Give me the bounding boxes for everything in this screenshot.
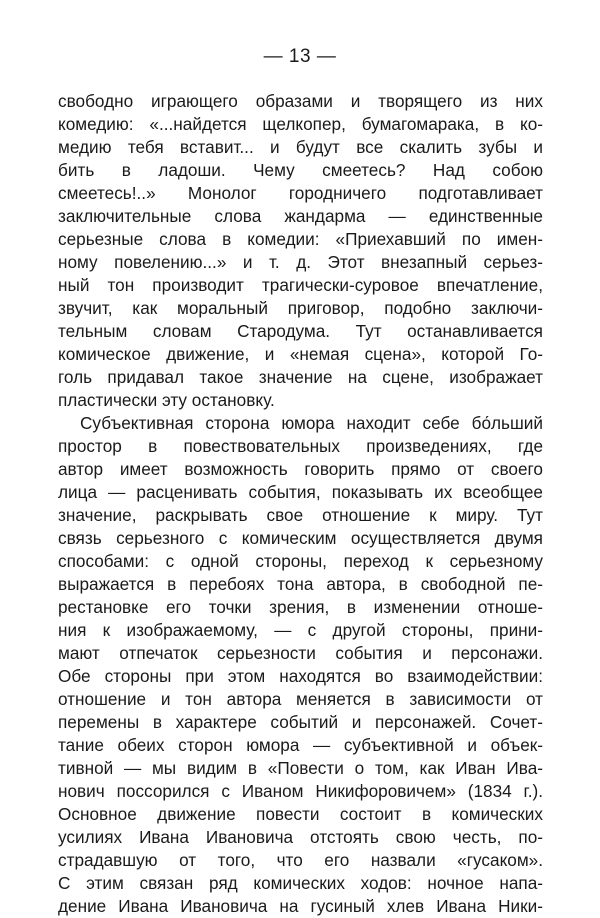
text-line: выражается в перебоях тона автора, в свободной пе- bbox=[58, 574, 543, 594]
page-number: — 13 — bbox=[263, 46, 337, 67]
text-line: тание обеих сторон юмора — субъективной и объек- bbox=[58, 735, 543, 755]
text-line: Основное движение повести состоит в комических bbox=[58, 804, 543, 824]
text-line: мают отпечаток серьезности события и персонажи. bbox=[58, 643, 543, 663]
text-line: страдавшую от того, что его назвали «гусаком». bbox=[58, 850, 543, 870]
text-line: ный тон производит трагически-суровое впечатление, bbox=[58, 275, 543, 295]
text-line: бить в ладоши. Чему смеетесь? Над собою bbox=[58, 160, 543, 180]
text-line: смеетесь!..» Монолог городничего подготавливает bbox=[58, 183, 543, 203]
text-line: способами: с одной стороны, переход к серьезному bbox=[58, 551, 543, 571]
text-line: тельным словам Стародума. Тут останавливается bbox=[58, 321, 543, 341]
text-line: свободно играющего образами и творящего из них bbox=[58, 91, 543, 111]
text-line: ному повелению...» и т. д. Этот внезапный серьез- bbox=[58, 252, 543, 272]
body-text bbox=[58, 90, 543, 918]
text-line: усилиях Ивана Ивановича отстоять свою честь, по- bbox=[58, 827, 543, 847]
text-line: комическое движение, и «немая сцена», которой Го- bbox=[58, 344, 543, 364]
text-line: дение Ивана Ивановича на гусиный хлев Ивана Ники- bbox=[58, 896, 543, 916]
text-line: тивной — мы видим в «Повести о том, как Иван Ива- bbox=[58, 758, 543, 778]
text-line: связь серьезного с комическим осуществляется двумя bbox=[58, 528, 543, 548]
text-line: медию тебя вставит... и будут все скалить зубы и bbox=[58, 137, 543, 157]
text-line: рестановке его точки зрения, в изменении отноше- bbox=[58, 597, 543, 617]
text-line: заключительные слова жандарма — единственные bbox=[58, 206, 543, 226]
text-line: звучит, как моральный приговор, подобно заключи- bbox=[58, 298, 543, 318]
text-line-paragraph-start: Субъективная сторона юмора находит себе бо́льший bbox=[80, 413, 543, 433]
text-line: автор имеет возможность говорить прямо от своего bbox=[58, 459, 543, 479]
text-line: перемены в характере событий и персонажей. Сочет- bbox=[58, 712, 543, 732]
text-line: голь придавал такое значение на сцене, изображает bbox=[58, 367, 543, 387]
text-line: комедию: «...найдется щелкопер, бумагомарака, в ко- bbox=[58, 114, 543, 134]
text-line: С этим связан ряд комических ходов: ночное напа- bbox=[58, 873, 543, 893]
text-line: ния к изображаемому, — с другой стороны, прини- bbox=[58, 620, 543, 640]
text-line: серьезные слова в комедии: «Приехавший по имен- bbox=[58, 229, 543, 249]
text-line-paragraph-end: пластически эту остановку. bbox=[58, 390, 275, 410]
text-line: Обе стороны при этом находятся во взаимодействии: bbox=[58, 666, 543, 686]
text-line: простор в повествовательных произведениях, где bbox=[58, 436, 543, 456]
text-line: отношение и тон автора меняется в зависимости от bbox=[58, 689, 543, 709]
text-line: лица — расценивать события, показывать их всеобщее bbox=[58, 482, 543, 502]
text-line: значение, раскрывать свое отношение к миру. Тут bbox=[58, 505, 543, 525]
text-line: нович поссорился с Иваном Никифоровичем» (1834 г.). bbox=[58, 781, 543, 801]
